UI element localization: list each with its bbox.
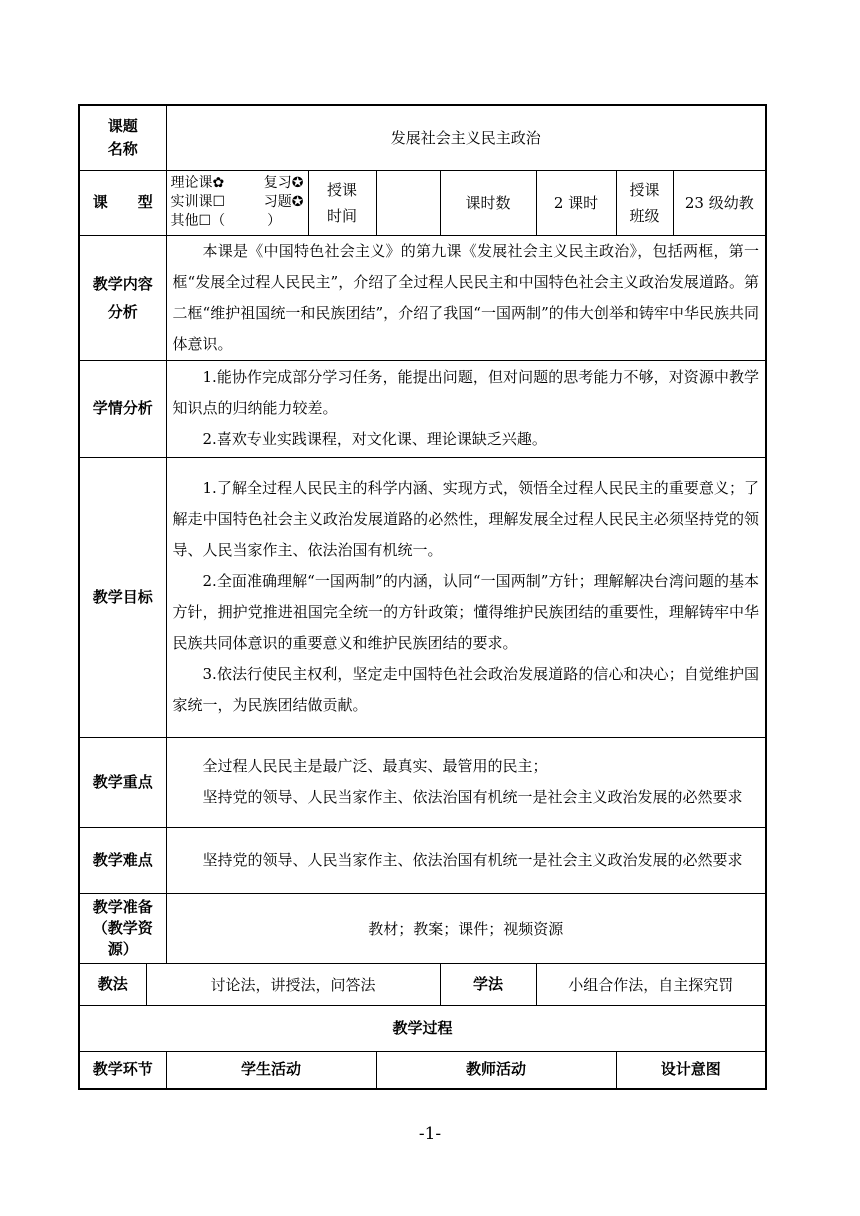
type-exercise: 习题✪ — [263, 194, 304, 210]
type-practical: 实训课☐ — [170, 194, 226, 210]
learner-analysis-label: 学情分析 — [79, 360, 166, 457]
learner-analysis-paragraph: 2.喜欢专业实践课程，对文化课、理论课缺乏兴趣。 — [202, 430, 547, 448]
type-other: 其他☐（ ） — [170, 213, 282, 229]
key-points-label: 教学重点 — [79, 737, 166, 827]
learner-analysis-text — [166, 360, 766, 457]
teach-time-label: 授课 时间 — [308, 170, 376, 235]
course-type-options — [166, 170, 308, 235]
type-theory: 理论课✿ — [170, 175, 225, 191]
teach-time-value — [376, 170, 440, 235]
process-header-intent: 设计意图 — [616, 1051, 766, 1089]
teaching-method-value: 讨论法，讲授法，问答法 — [146, 963, 440, 1005]
course-title-label: 课题 名称 — [79, 105, 166, 170]
course-title-value: 发展社会主义民主政治 — [166, 105, 766, 170]
objectives-text — [166, 457, 766, 737]
process-header-stage: 教学环节 — [79, 1051, 166, 1089]
key-points-text — [166, 737, 766, 827]
learner-analysis-paragraph: 1.能协作完成部分学习任务，能提出问题，但对问题的思考能力不够，对资源中教学知识点的归纳能力较差。 — [172, 368, 760, 417]
preparation-value: 教材；教案；课件；视频资源 — [166, 893, 766, 963]
lesson-plan-table — [78, 104, 767, 1090]
process-header-teacher: 教师活动 — [376, 1051, 616, 1089]
content-analysis-text — [166, 235, 766, 360]
learning-method-label: 学法 — [440, 963, 536, 1005]
class-value: 23 级幼教 — [673, 170, 766, 235]
hours-label: 课时数 — [440, 170, 536, 235]
objectives-paragraph: 3.依法行使民主权利，坚定走中国特色社会政治发展道路的信心和决心；自觉维护国家统一，为民族团结做贡献。 — [172, 665, 760, 714]
objectives-label: 教学目标 — [79, 457, 166, 737]
key-points-paragraph: 坚持党的领导、人民当家作主、依法治国有机统一是社会主义政治发展的必然要求 — [202, 788, 743, 806]
type-review: 复习✪ — [263, 175, 304, 191]
learning-method-value: 小组合作法，自主探究罚 — [536, 963, 766, 1005]
process-header-student: 学生活动 — [166, 1051, 376, 1089]
course-type-label: 课 型 — [79, 170, 166, 235]
objectives-paragraph: 2.全面准确理解“一国两制”的内涵，认同“一国两制”方针；理解解决台湾问题的基本方针，拥护党推进祖国完全统一的方针政策；懂得维护民族团结的重要性，理解铸牢中华民族共同体意识的重要意义和维护民族团结的要求。 — [172, 572, 760, 652]
preparation-label: 教学准备 （教学资 源） — [79, 893, 166, 963]
difficult-points-text — [166, 827, 766, 893]
difficult-points-label: 教学难点 — [79, 827, 166, 893]
teaching-method-label: 教法 — [79, 963, 146, 1005]
objectives-paragraph: 1.了解全过程人民民主的科学内涵、实现方式，领悟全过程人民民主的重要意义；了解走中国特色社会主义政治发展道路的必然性，理解发展全过程人民民主必须坚持党的领导、人民当家作主、依法治国有机统一。 — [172, 479, 760, 559]
content-analysis-label: 教学内容 分析 — [79, 235, 166, 360]
difficult-points-paragraph: 坚持党的领导、人民当家作主、依法治国有机统一是社会主义政治发展的必然要求 — [202, 850, 743, 869]
key-points-paragraph: 全过程人民民主是最广泛、最真实、最管用的民主； — [202, 757, 548, 775]
content-analysis-paragraph: 本课是《中国特色社会主义》的第九课《发展社会主义民主政治》，包括两框，第一框“发展全过程人民民主”，介绍了全过程人民民主和中国特色社会主义政治发展道路。第二框“维护祖国统一和民族团结”，介绍了我国“一国两制”的伟大创举和铸牢中华民族共同体意识。 — [172, 241, 760, 353]
hours-value: 2 课时 — [536, 170, 616, 235]
class-label: 授课 班级 — [616, 170, 673, 235]
process-title: 教学过程 — [79, 1005, 766, 1051]
page-number: -1- — [418, 1124, 442, 1144]
